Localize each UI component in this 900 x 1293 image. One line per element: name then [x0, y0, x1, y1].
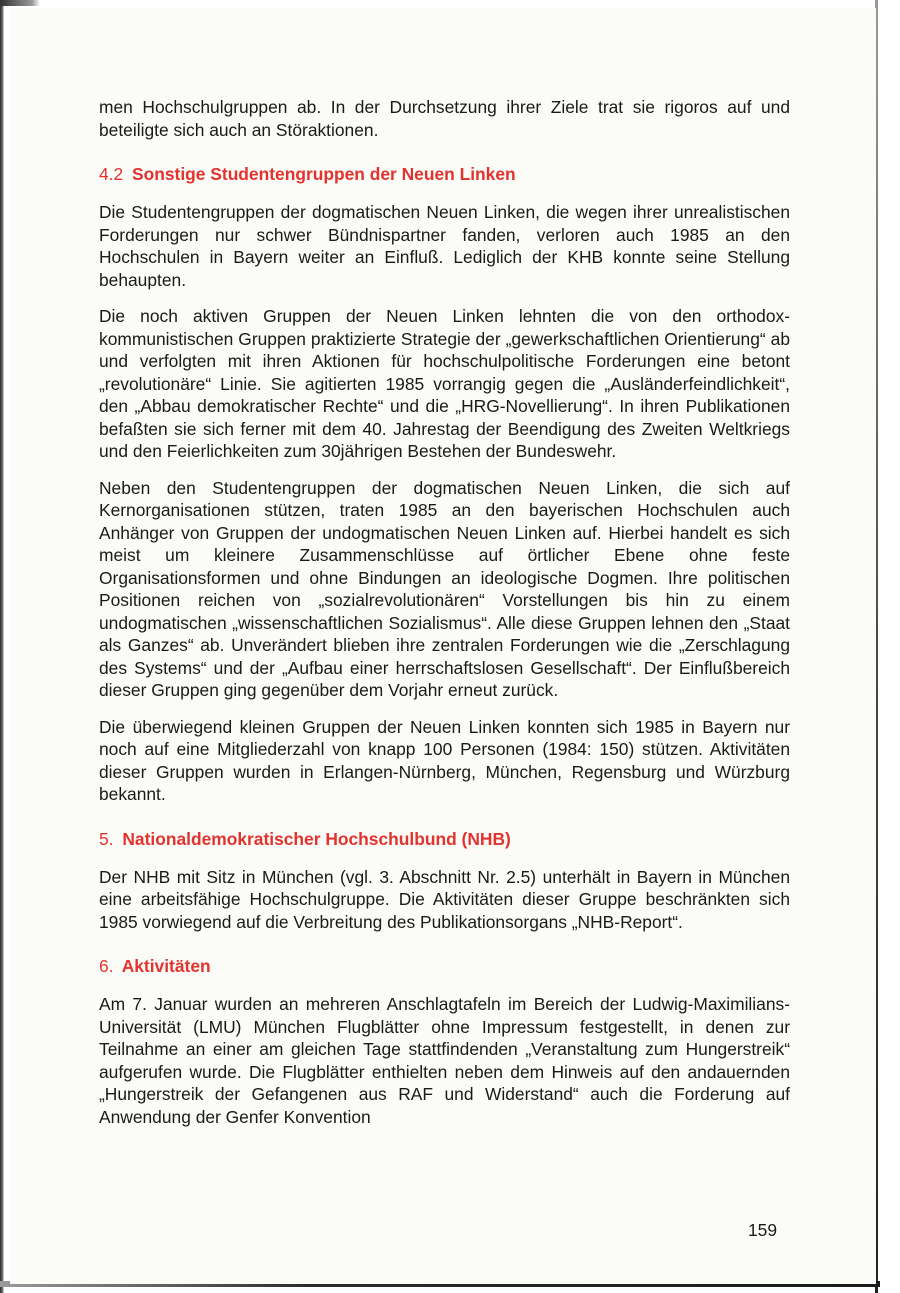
document-page [10, 8, 876, 1284]
intro-paragraph: men Hochschulgruppen ab. In der Durchsetzung ihrer Ziele trat sie rigoros auf und beteiligte sich auch an Störaktionen. [99, 97, 790, 140]
body-paragraph: Die noch aktiven Gruppen der Neuen Linken lehnten die von den orthodoxkommunistischen Gruppen praktizierte Strategie der „gewerkschaftlichen Orientierung“ ab und verfolgten mit ihren Aktionen für hochschulpolitische Forderungen eine betont „revolutionäre“ Linie. Sie agitierten 1985 vorrangig gegen die „Ausländerfeindlichkeit“, den „Abbau demokratischer Rechte“ und die „HRG-Novellierung“. In ihren Publikationen befaßten sie sich ferner mit dem 40. Jahrestag der Beendigung des Zweiten Weltkriegs und den Feierlichkeiten zum 30jährigen Bestehen der Bundeswehr. [99, 306, 790, 461]
section-heading-5 [99, 828, 790, 850]
section-number: 6. [99, 956, 114, 976]
page-number: 159 [748, 1220, 778, 1240]
scan-edge-left [0, 0, 4, 1293]
section-heading-4-2 [99, 163, 790, 185]
body-paragraph: Die überwiegend kleinen Gruppen der Neuen Linken konnten sich 1985 in Bayern nur noch auf eine Mitgliederzahl von knapp 100 Personen (1984: 150) stützen. Aktivitäten dieser Gruppen wurden in Erlangen-Nürnberg, München, Regensburg und Würzburg bekannt. [99, 716, 790, 804]
section-number: 4.2 [99, 164, 124, 184]
body-paragraph: Der NHB mit Sitz in München (vgl. 3. Abschnitt Nr. 2.5) unterhält in Bayern in München eine arbeitsfähige Hochschulgruppe. Die Aktivitäten dieser Gruppe beschränkten sich 1985 vorwiegend auf die Verbreitung des Publikationsorgans „NHB-Report“. [99, 866, 790, 932]
scan-edge-top [0, 0, 40, 6]
section-title: Sonstige Studentengruppen der Neuen Linken [132, 164, 516, 184]
body-paragraph: Neben den Studentengruppen der dogmatischen Neuen Linken, die sich auf Kernorganisationen stützen, traten 1985 an den bayerischen Hochschulen auch Anhänger von Gruppen der undogmatischen Neuen Linken auf. Hierbei handelt es sich meist um kleinere Zusammenschlüsse auf örtlicher Ebene ohne feste Organisationsformen und ohne Bindungen an ideologische Dogmen. Ihre politischen Positionen reichen von „sozialrevolutionären“ Vorstellungen bis hin zu einem undogmatischen „wissenschaftlichen Sozialismus“. Alle diese Gruppen lehnen den „Staat als Ganzes“ ab. Unverändert blieben ihre zentralen Forderungen wie die „Zerschlagung des Systems“ und der „Aufbau einer herrschaftslosen Gesellschaft“. Der Einflußbereich dieser Gruppen ging gegenüber dem Vorjahr erneut zurück. [99, 477, 790, 700]
section-title: Nationaldemokratischer Hochschulbund (NHB) [122, 828, 511, 849]
body-paragraph: Die Studentengruppen der dogmatischen Neuen Linken, die wegen ihrer unrealistischen Forderungen nur schwer Bündnispartner fanden, verloren auch 1985 an den Hochschulen in Bayern weiter an Einfluß. Lediglich der KHB konnte seine Stellung behaupten. [99, 202, 790, 290]
page-content [99, 96, 790, 1142]
section-title: Aktivitäten [121, 956, 211, 976]
section-heading-6 [99, 955, 790, 977]
section-number: 5. [99, 828, 114, 849]
body-paragraph: Am 7. Januar wurden an mehreren Anschlagtafeln im Bereich der Ludwig-Maximilians-Universität (LMU) München Flugblätter ohne Impressum festgestellt, in denen zur Teilnahme an einer am gleichen Tage stattfindenden „Veranstaltung zum Hungerstreik“ aufgerufen wurde. Die Flugblätter enthielten neben dem Hinweis auf den andauernden „Hungerstreik der Gefangenen aus RAF und Widerstand“ auch die Forderung auf Anwendung der Genfer Konvention [99, 994, 790, 1127]
